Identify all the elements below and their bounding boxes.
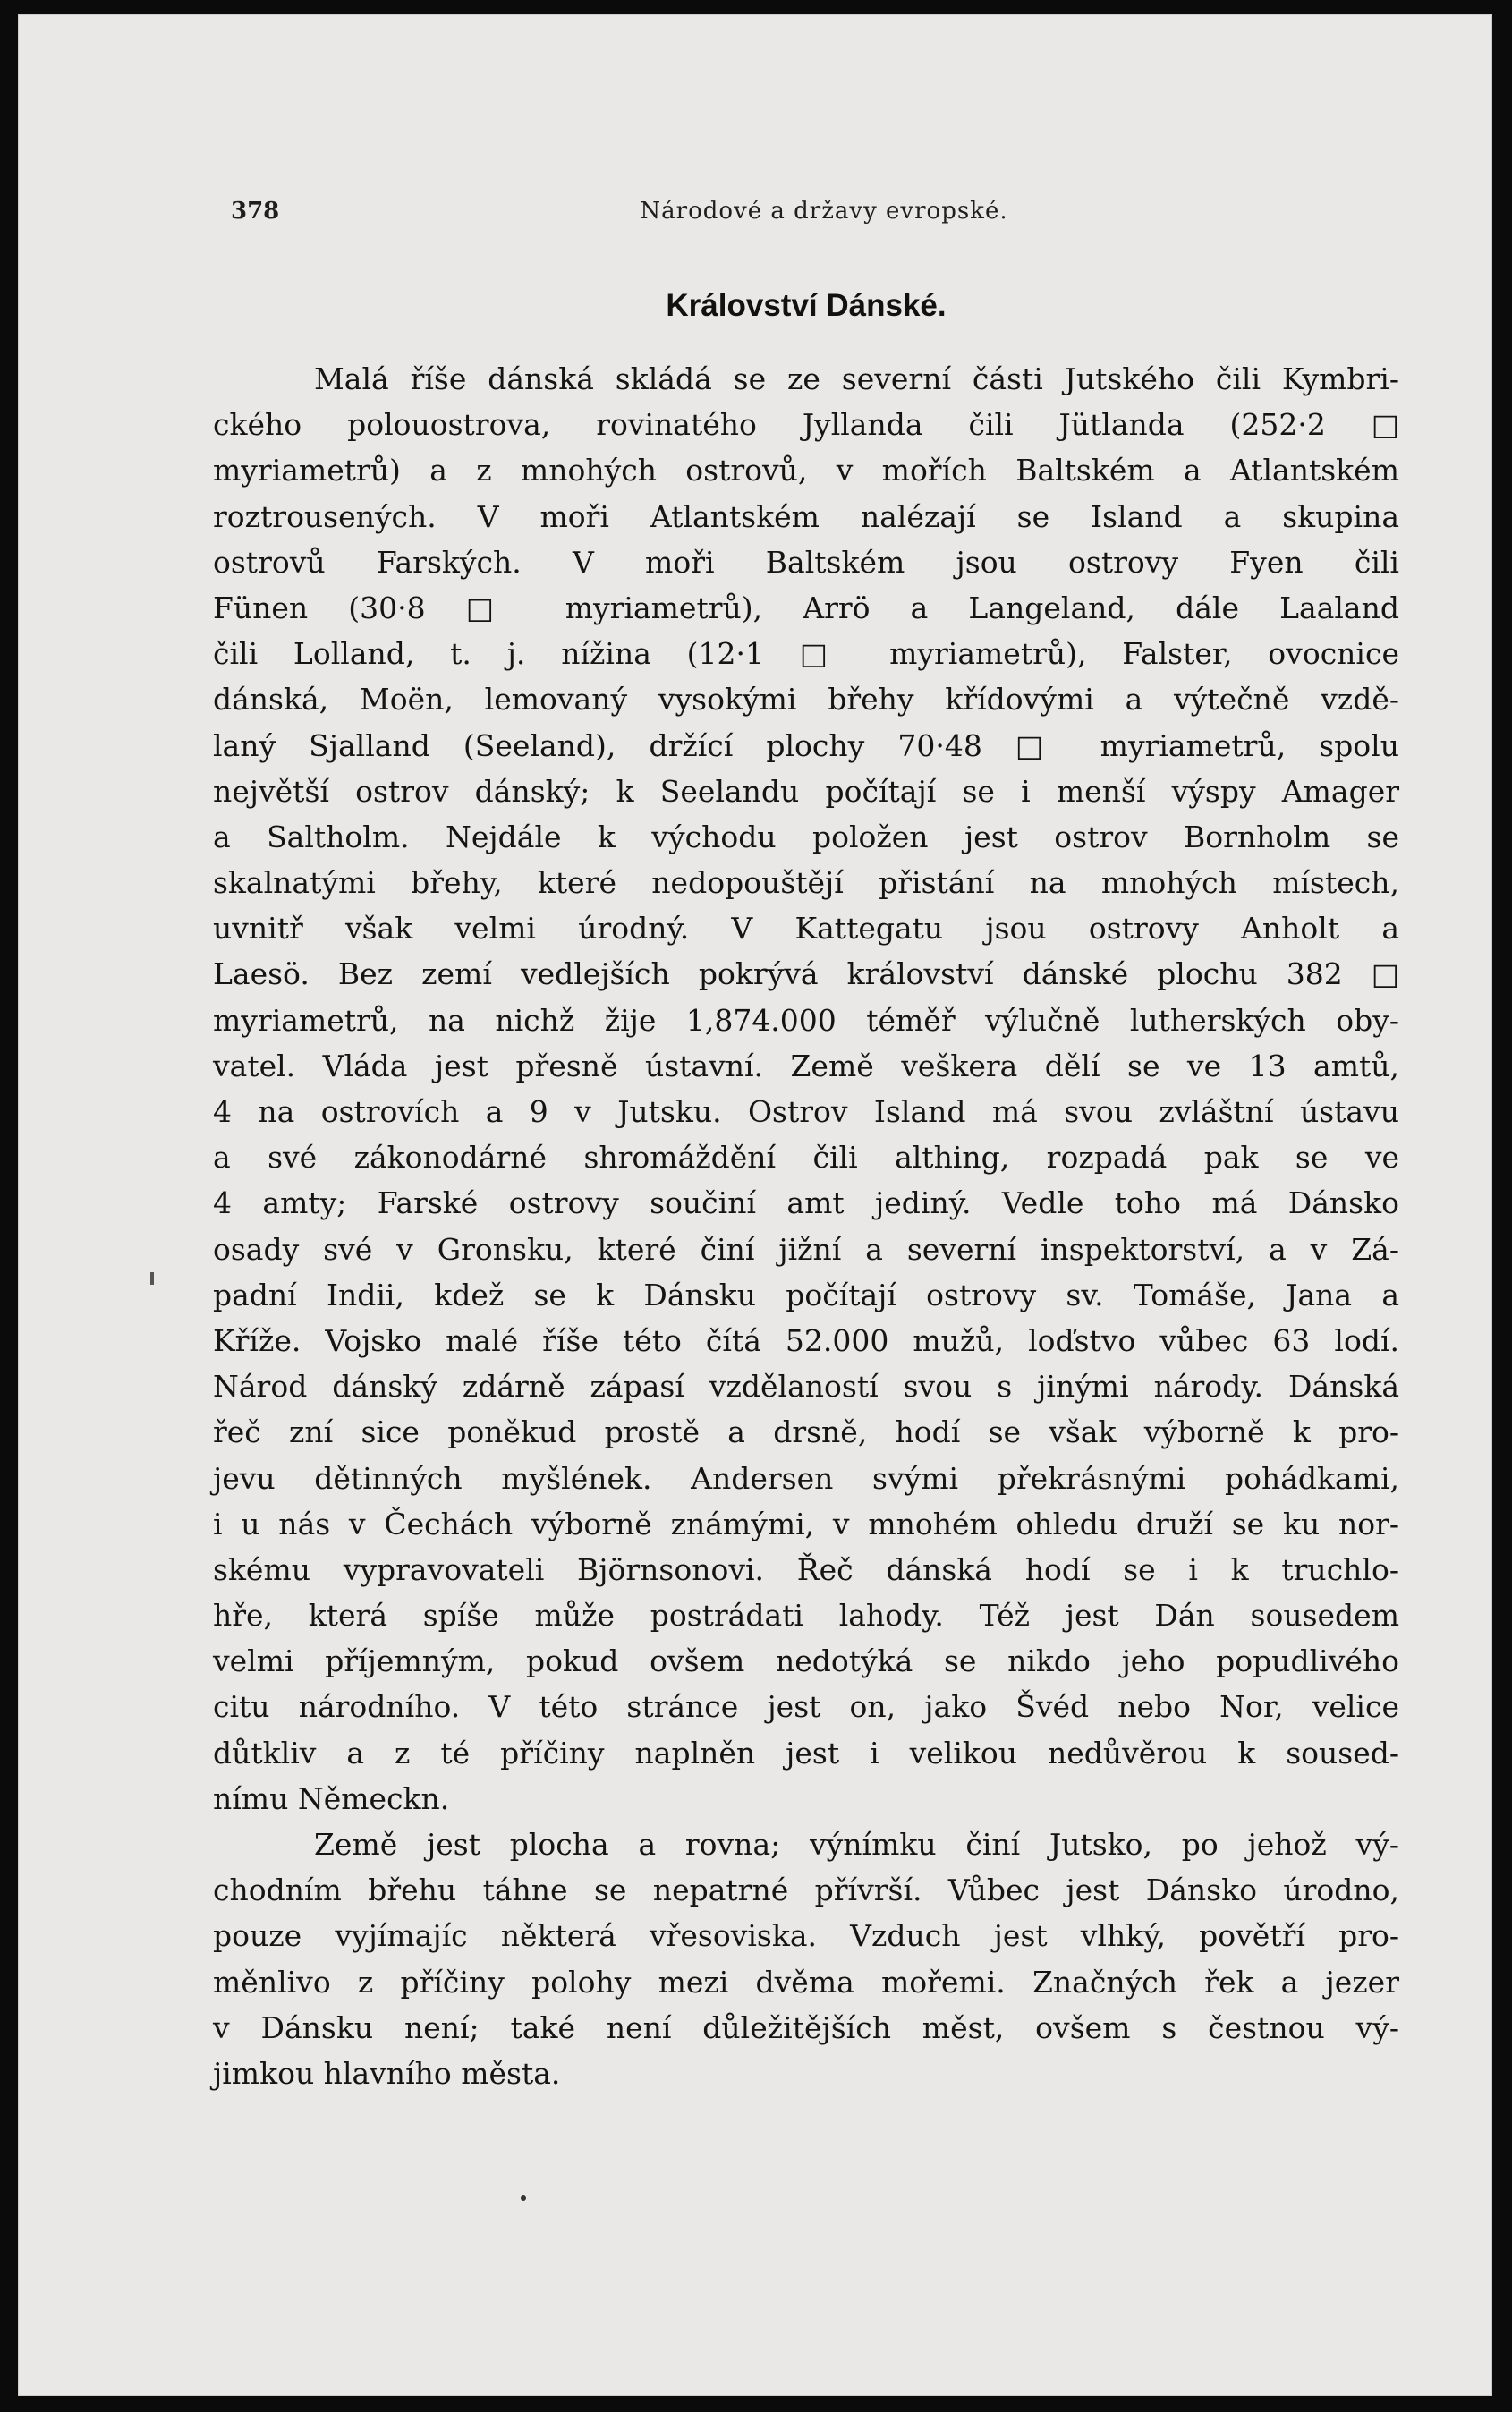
ink-speck bbox=[521, 2195, 526, 2201]
text-line: jimkou hlavního města. bbox=[213, 2055, 561, 2091]
text-line: padní Indii, kdež se k Dánsku počítají ostrovy sv. Tomáše, Jana a bbox=[213, 1277, 1399, 1312]
text-line: osady své v Gronsku, které činí jižní a severní inspektorství, a v Zá- bbox=[213, 1231, 1399, 1267]
text-line: chodním břehu táhne se nepatrné přívrší. Vůbec jest Dánsko úrodno, bbox=[213, 1873, 1399, 1908]
text-line: ckého polouostrova, rovinatého Jyllanda čili Jütlanda (252·2 □ bbox=[213, 407, 1399, 443]
section-title: Království Dánské. bbox=[666, 288, 947, 323]
text-line: 4 na ostrovích a 9 v Jutsku. Ostrov Island má svou zvláštní ústavu bbox=[213, 1094, 1399, 1129]
text-line: roztrousených. V moři Atlantském nalézají se Island a skupina bbox=[213, 498, 1399, 534]
text-line: řeč zní sice poněkud prostě a drsně, hodí se však výborně k pro- bbox=[213, 1414, 1399, 1450]
margin-mark bbox=[150, 1272, 154, 1285]
text-line: čili Lolland, t. j. nížina (12·1 □ myriametrů), Falster, ovocnice bbox=[213, 636, 1399, 672]
text-line: ostrovů Farských. V moři Baltském jsou ostrovy Fyen čili bbox=[213, 544, 1399, 580]
text-line: i u nás v Čechách výborně známými, v mnohém ohledu druží se ku nor- bbox=[213, 1506, 1399, 1541]
text-line: jevu dětinných myšlének. Andersen svými překrásnými pohádkami, bbox=[213, 1460, 1399, 1496]
page-number: 378 bbox=[231, 198, 280, 225]
body-text bbox=[213, 356, 1399, 2096]
text-line: a své zákonodárné shromáždění čili althing, rozpadá pak se ve bbox=[213, 1140, 1399, 1176]
text-line: hře, která spíše může postrádati lahody. Též jest Dán sousedem bbox=[213, 1598, 1399, 1634]
text-line: velmi příjemným, pokud ovšem nedotýká se nikdo jeho popudlivého bbox=[213, 1643, 1399, 1679]
text-line: Kříže. Vojsko malé říše této čítá 52.000 mužů, loďstvo vůbec 63 lodí. bbox=[213, 1322, 1399, 1358]
text-line: citu národního. V této stránce jest on, jako Švéd nebo Nor, velice bbox=[213, 1689, 1399, 1725]
text-line: Malá říše dánská skládá se ze severní části Jutského čili Kymbri- bbox=[314, 361, 1399, 396]
text-line: a Saltholm. Nejdále k východu položen jest ostrov Bornholm se bbox=[213, 819, 1399, 854]
text-line: měnlivo z příčiny polohy mezi dvěma mořemi. Značných řek a jezer bbox=[213, 1964, 1399, 2000]
text-line: Fünen (30·8 □ myriametrů), Arrö a Langeland, dále Laaland bbox=[213, 590, 1399, 625]
text-line: Národ dánský zdárně zápasí vzdělaností svou s jinými národy. Dánská bbox=[213, 1369, 1399, 1405]
text-line: laný Sjalland (Seeland), držící plochy 70·48 □ myriametrů, spolu bbox=[213, 727, 1399, 763]
text-line: skému vypravovateli Björnsonovi. Řeč dánská hodí se i k truchlo- bbox=[213, 1551, 1399, 1587]
text-line: uvnitř však velmi úrodný. V Kattegatu jsou ostrovy Anholt a bbox=[213, 911, 1399, 947]
running-head: Národové a državy evropské. bbox=[640, 198, 1008, 225]
paragraph-2 bbox=[213, 1822, 1399, 2096]
text-line: důtkliv a z té příčiny naplněn jest i velikou nedůvěrou k soused- bbox=[213, 1735, 1399, 1771]
text-line: myriametrů, na nichž žije 1,874.000 téměř výlučně lutherských oby- bbox=[213, 1002, 1399, 1038]
text-line: nímu Německn. bbox=[213, 1780, 450, 1816]
text-line: pouze vyjímajíc některá vřesoviska. Vzduch jest vlhký, povětří pro- bbox=[213, 1918, 1399, 1954]
text-line: Laesö. Bez zemí vedlejších pokrývá království dánské plochu 382 □ bbox=[213, 956, 1399, 992]
text-line: Země jest plocha a rovna; výnímku činí Jutsko, po jehož vý- bbox=[314, 1827, 1399, 1862]
text-line: 4 amty; Farské ostrovy součiní amt jediný. Vedle toho má Dánsko bbox=[213, 1185, 1399, 1221]
page-header bbox=[231, 198, 1417, 234]
text-line: největší ostrov dánský; k Seelandu počítají se i menší výspy Amager bbox=[213, 773, 1399, 809]
text-line: skalnatými břehy, které nedopouštějí přistání na mnohých místech, bbox=[213, 865, 1399, 901]
text-line: vatel. Vláda jest přesně ústavní. Země veškera dělí se ve 13 amtů, bbox=[213, 1048, 1399, 1083]
paragraph-1 bbox=[213, 356, 1399, 1822]
text-line: myriametrů) a z mnohých ostrovů, v mořích Baltském a Atlantském bbox=[213, 453, 1399, 488]
text-line: dánská, Moën, lemovaný vysokými břehy křídovými a výtečně vzdě- bbox=[213, 682, 1399, 718]
text-line: v Dánsku není; také není důležitějších měst, ovšem s čestnou vý- bbox=[213, 2009, 1399, 2045]
